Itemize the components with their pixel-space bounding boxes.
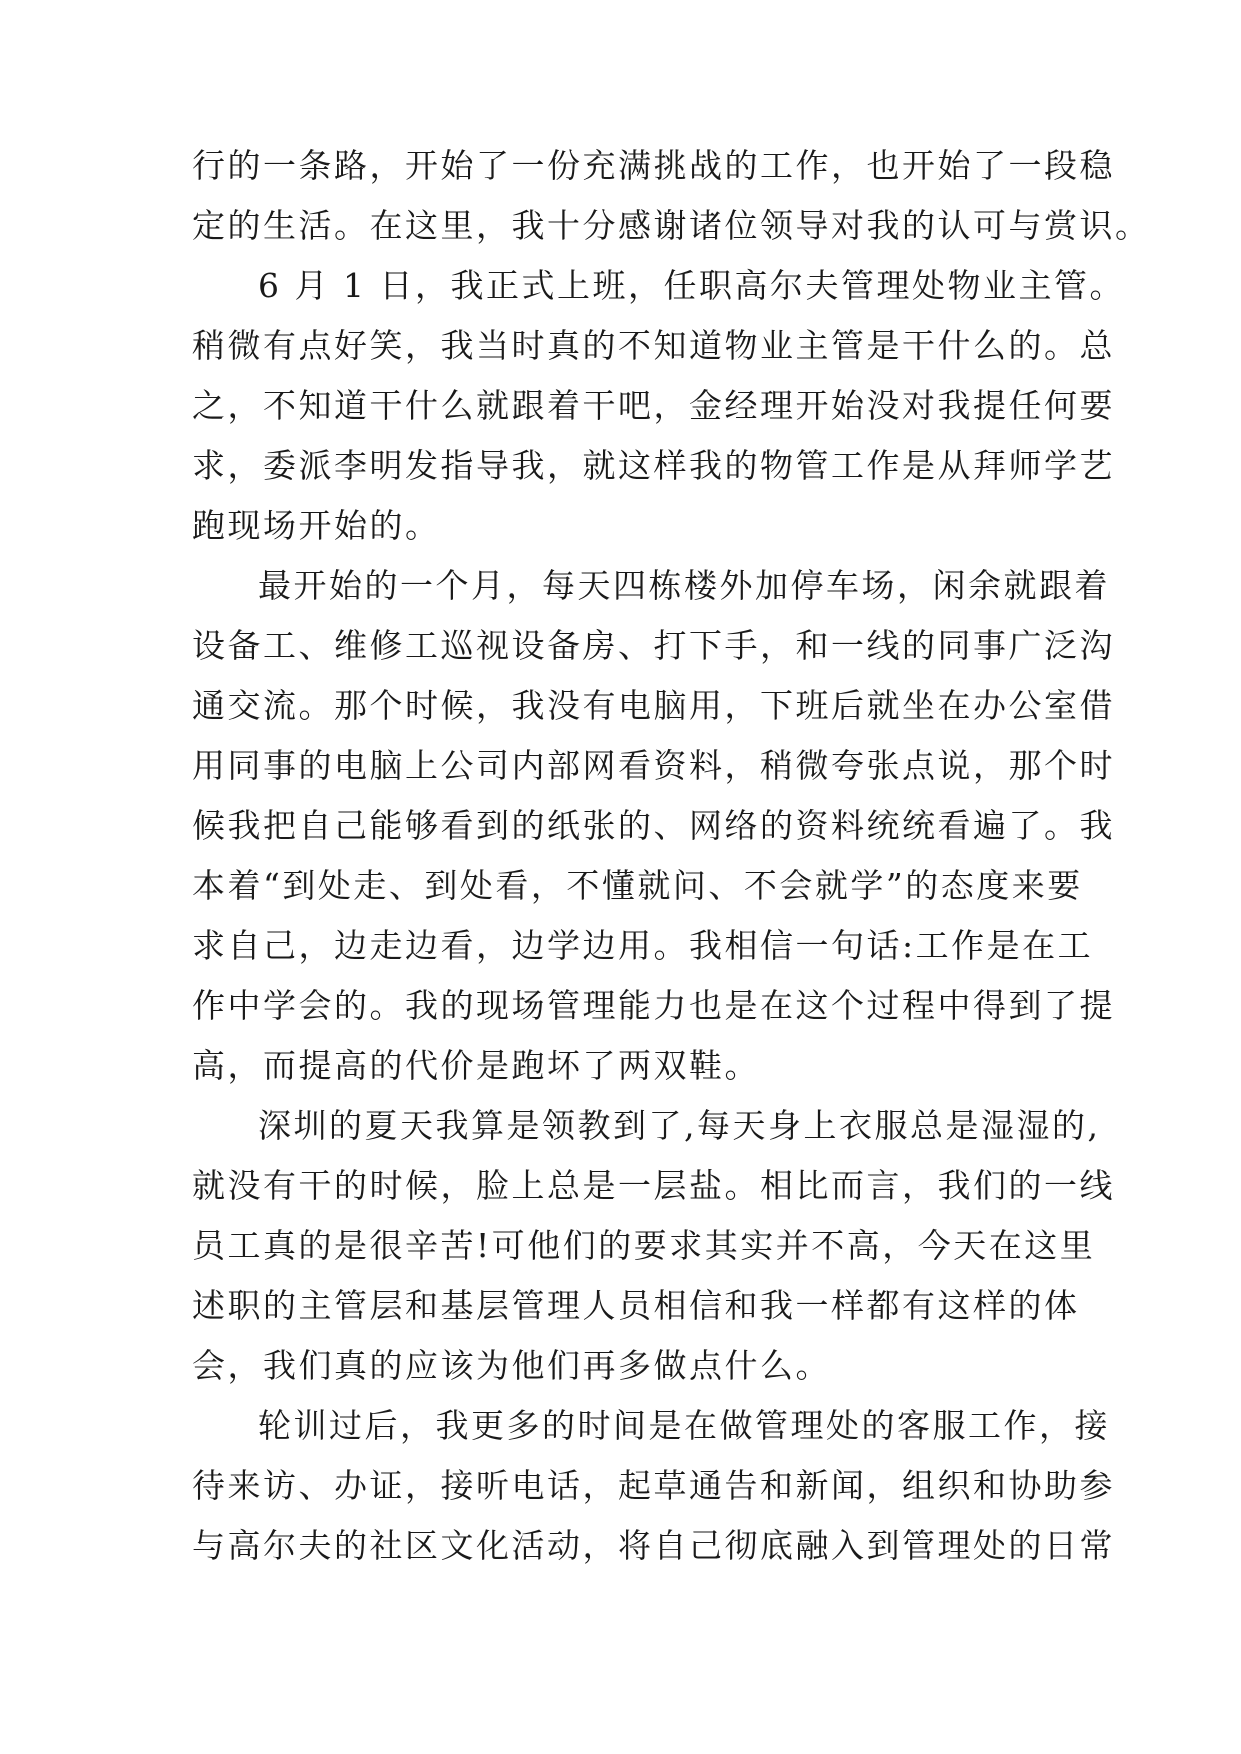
text-line: 本着“到处走、到处看，不懂就问、不会就学”的态度来要 xyxy=(192,866,1083,905)
text-line: 用同事的电脑上公司内部网看资料，稍微夸张点说，那个时 xyxy=(192,746,1115,785)
text-line: 求，委派李明发指导我，就这样我的物管工作是从拜师学艺 xyxy=(192,446,1115,485)
text-line: 求自己，边走边看，边学边用。我相信一句话:工作是在工 xyxy=(192,926,1094,965)
paragraph-start-line: 深圳的夏天我算是领教到了,每天身上衣服总是湿湿的, xyxy=(258,1106,1101,1145)
paragraph-start-line: 最开始的一个月，每天四栋楼外加停车场，闲余就跟着 xyxy=(258,566,1110,605)
text-line: 设备工、维修工巡视设备房、打下手，和一线的同事广泛沟 xyxy=(192,626,1115,665)
text-line: 稍微有点好笑，我当时真的不知道物业主管是干什么的。总 xyxy=(192,326,1115,365)
text-line: 待来访、办证，接听电话，起草通告和新闻，组织和协助参 xyxy=(192,1466,1115,1505)
text-line: 行的一条路，开始了一份充满挑战的工作，也开始了一段稳 xyxy=(192,146,1115,185)
text-line: 跑现场开始的。 xyxy=(192,506,441,545)
text-line: 高，而提高的代价是跑坏了两双鞋。 xyxy=(192,1046,760,1085)
text-line: 候我把自己能够看到的纸张的、网络的资料统统看遍了。我 xyxy=(192,806,1115,845)
text-line: 就没有干的时候，脸上总是一层盐。相比而言，我们的一线 xyxy=(192,1166,1115,1205)
text-line: 述职的主管层和基层管理人员相信和我一样都有这样的体 xyxy=(192,1286,1080,1325)
text-line: 会，我们真的应该为他们再多做点什么。 xyxy=(192,1346,831,1385)
text-line: 员工真的是很辛苦!可他们的要求其实并不高，今天在这里 xyxy=(192,1226,1096,1265)
text-line: 作中学会的。我的现场管理能力也是在这个过程中得到了提 xyxy=(192,986,1115,1025)
paragraph-start-line: 轮训过后，我更多的时间是在做管理处的客服工作，接 xyxy=(258,1406,1110,1445)
text-line: 之，不知道干什么就跟着干吧，金经理开始没对我提任何要 xyxy=(192,386,1115,425)
paragraph-start-line: 6 月 1 日，我正式上班，任职高尔夫管理处物业主管。 xyxy=(258,266,1125,305)
text-line: 通交流。那个时候，我没有电脑用，下班后就坐在办公室借 xyxy=(192,686,1115,725)
text-line: 与高尔夫的社区文化活动，将自己彻底融入到管理处的日常 xyxy=(192,1526,1115,1565)
text-line: 定的生活。在这里，我十分感谢诸位领导对我的认可与赏识。 xyxy=(192,206,1151,245)
